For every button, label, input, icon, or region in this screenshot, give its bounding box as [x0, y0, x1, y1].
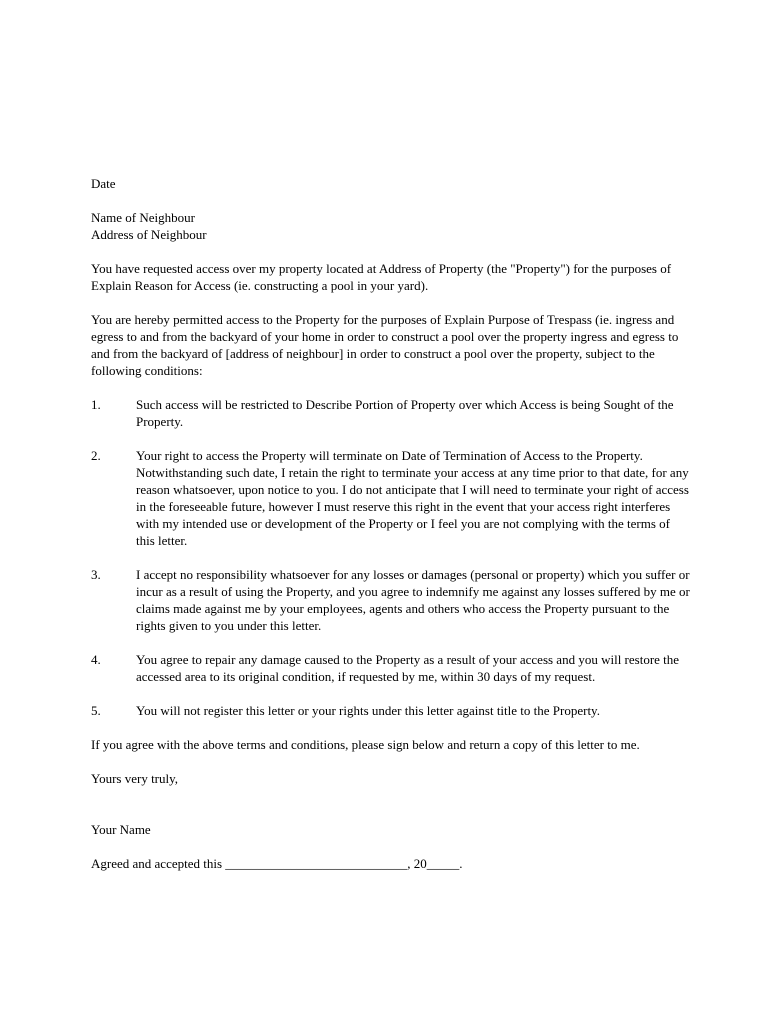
condition-text: You agree to repair any damage caused to the Property as a result of your access and you will restore the accessed area to its original condition, if requested by me, within 30 days of my request.: [136, 652, 680, 684]
closing-line: Yours very truly,: [91, 771, 179, 786]
condition-item: [91, 651, 691, 685]
letter-page: [91, 175, 691, 872]
recipient-name: Name of Neighbour: [91, 210, 195, 225]
condition-number: 2.: [91, 448, 101, 463]
conditions-list: [91, 396, 691, 719]
intro-paragraph: You have requested access over my property located at Address of Property (the "Property") for the purposes of Explain Reason for Access (ie. constructing a pool in your yard).: [91, 261, 672, 293]
permission-paragraph: You are hereby permitted access to the Property for the purposes of Explain Purpose of Trespass (ie. ingress and egress to and from the backyard of your home in order to construct a pool over the property ingress and egress to and from the backyard of [address of neighbour] in order to construct a pool over the property, subject to the following conditions:: [91, 312, 679, 378]
condition-item: [91, 702, 691, 719]
condition-number: 4.: [91, 652, 101, 667]
sender-name: Your Name: [91, 822, 151, 837]
condition-number: 3.: [91, 567, 101, 582]
condition-item: [91, 447, 691, 549]
agreement-paragraph: If you agree with the above terms and conditions, please sign below and return a copy of this letter to me.: [91, 737, 640, 752]
condition-text: Your right to access the Property will terminate on Date of Termination of Access to the Property. Notwithstanding such date, I retain the right to terminate your access at any time prior to that date, for any reason whatsoever, upon notice to you. I do not anticipate that I will need to terminate your right of access in the foreseeable future, however I must reserve this right in the event that your access right interferes with my intended use or development of the Property or I feel you are not complying with the terms of this letter.: [136, 448, 689, 548]
condition-number: 1.: [91, 397, 101, 412]
condition-item: [91, 566, 691, 634]
acceptance-line: Agreed and accepted this ____________________________, 20_____.: [91, 856, 463, 871]
condition-number: 5.: [91, 703, 101, 718]
recipient-block: [91, 209, 691, 243]
condition-text: Such access will be restricted to Describe Portion of Property over which Access is being Sought of the Property.: [136, 397, 674, 429]
recipient-address: Address of Neighbour: [91, 227, 207, 242]
condition-text: You will not register this letter or your rights under this letter against title to the Property.: [136, 703, 600, 718]
date-line: Date: [91, 176, 116, 191]
condition-text: I accept no responsibility whatsoever for any losses or damages (personal or property) which you suffer or incur as a result of using the Property, and you agree to indemnify me against any losses suffered by me or claims made against me by your employees, agents and others who access the Property pursuant to the rights given to you under this letter.: [136, 567, 690, 633]
condition-item: [91, 396, 691, 430]
signature-space: [91, 787, 691, 821]
